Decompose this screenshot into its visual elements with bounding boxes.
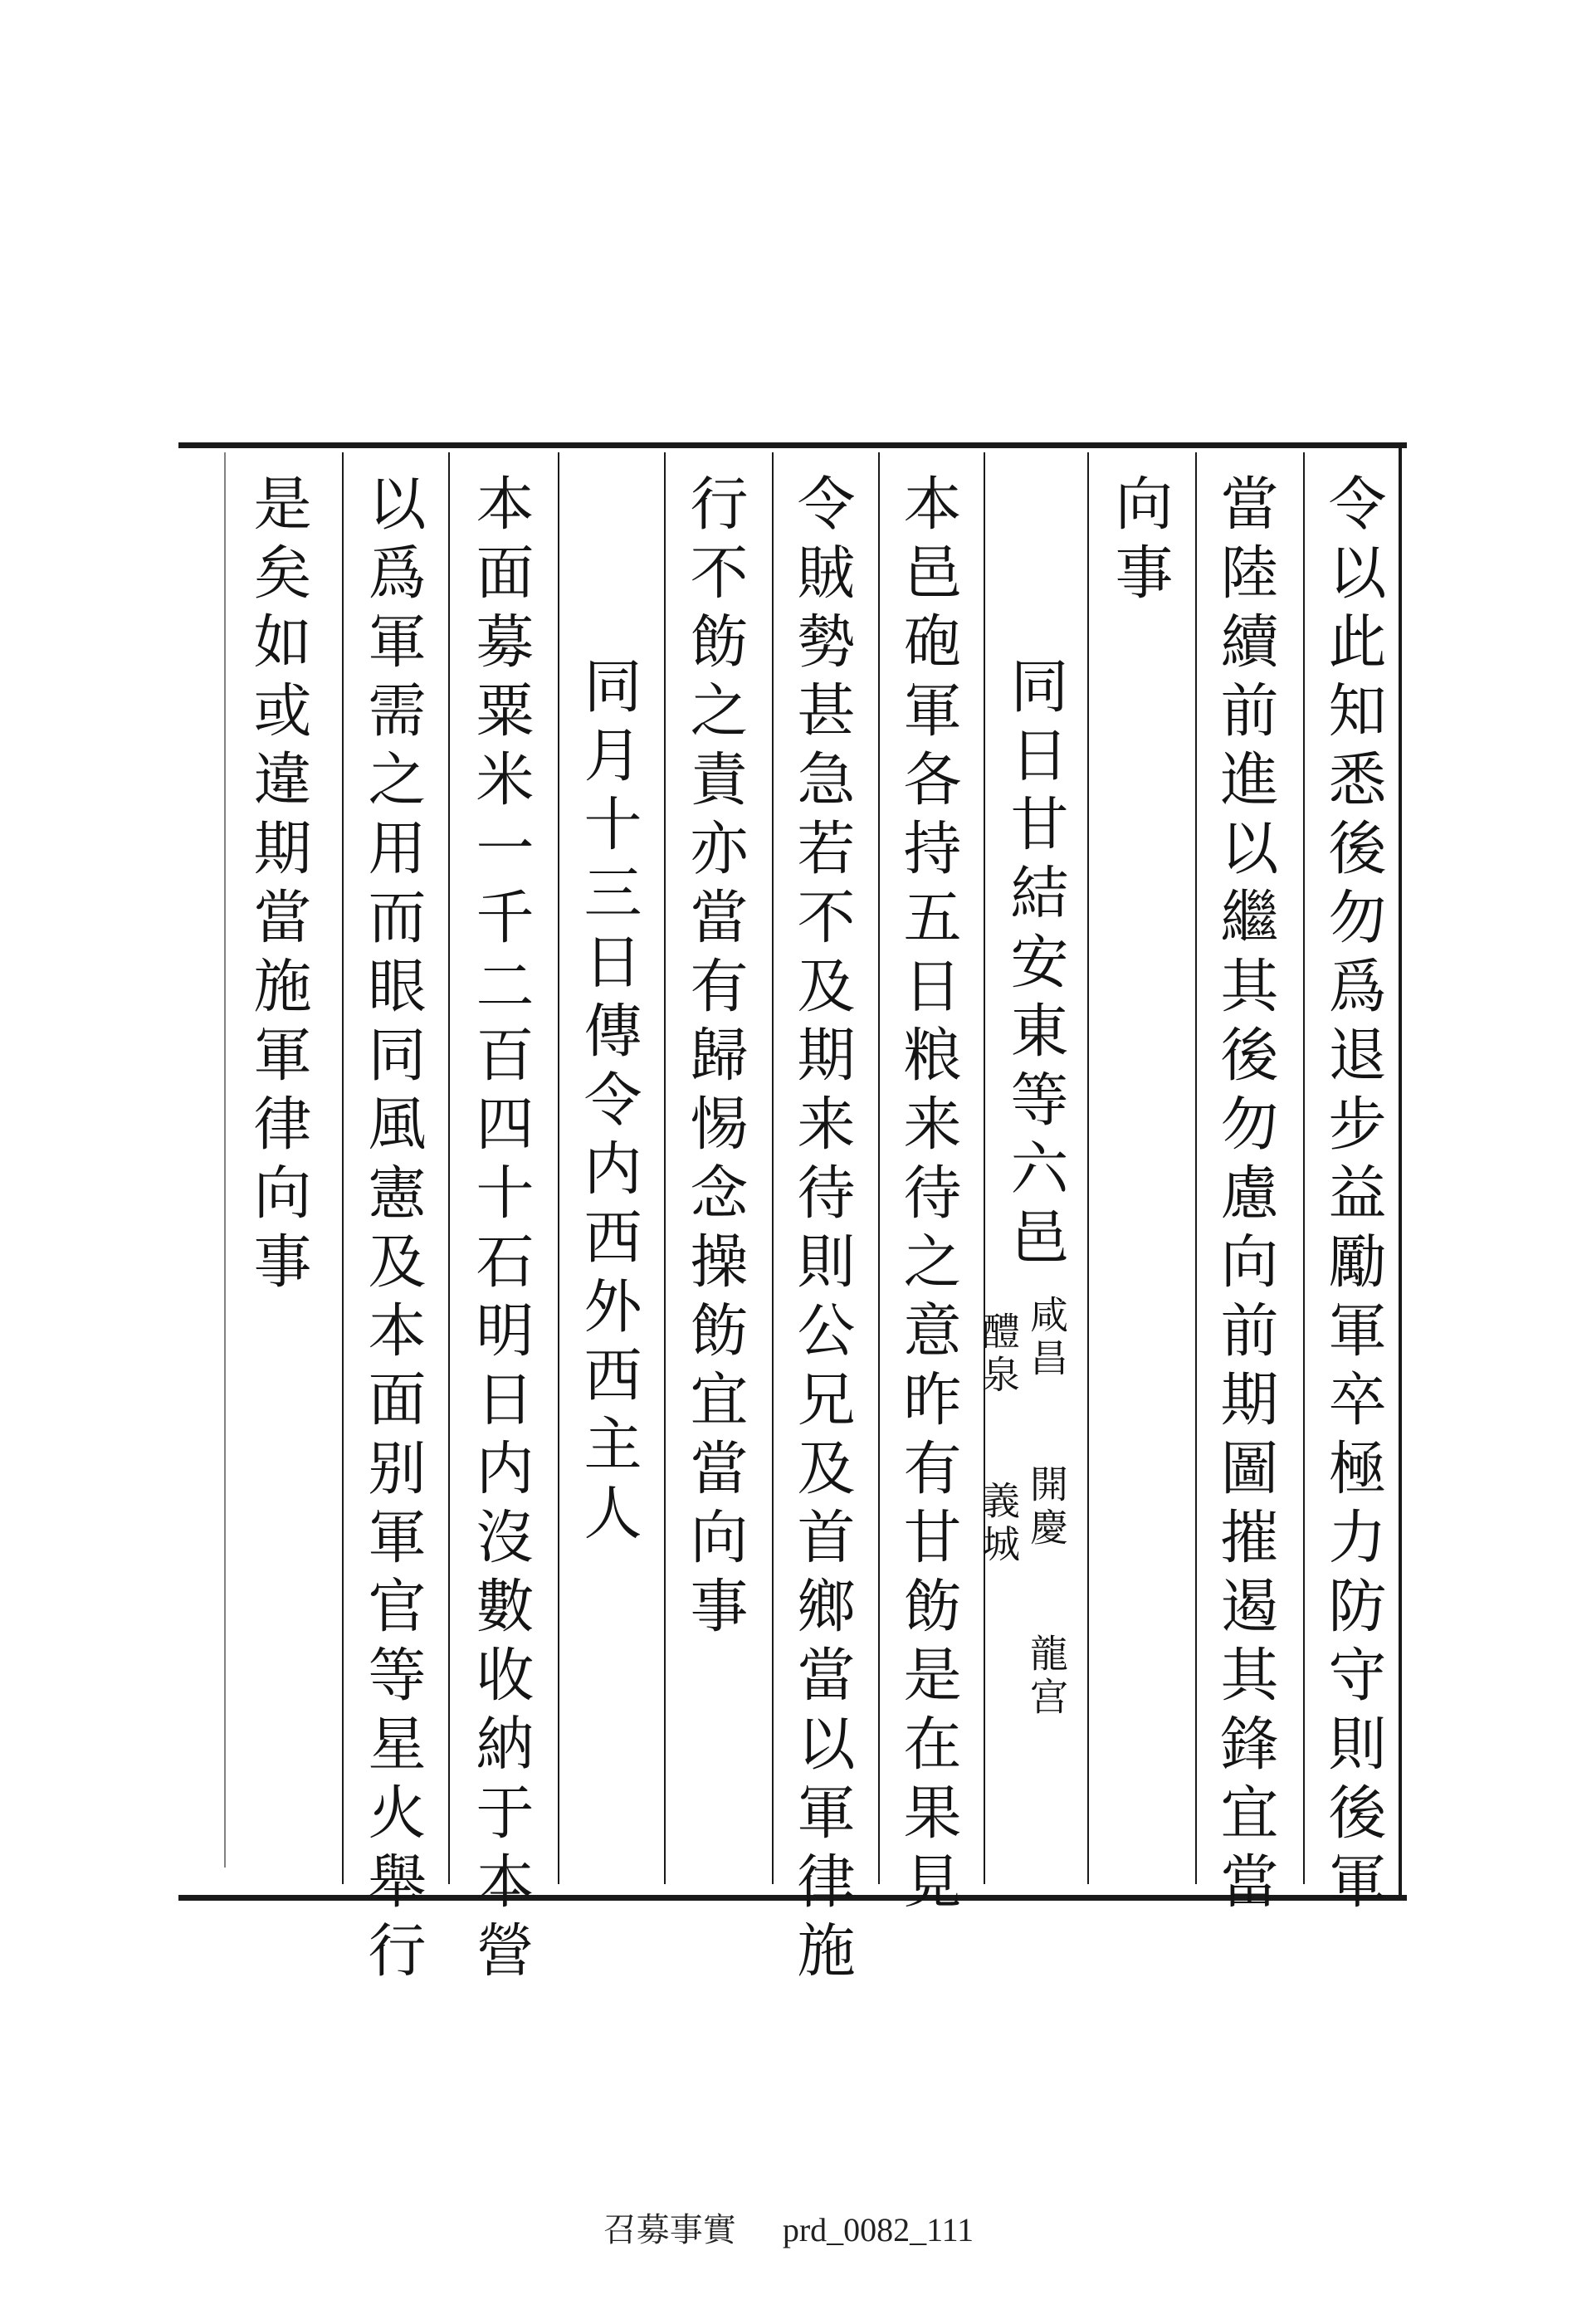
footer-title: 召募事實 [603,2211,736,2248]
text-column-10: 以爲軍需之用而眼同風憲及本面别軍官等星火舉行 [359,473,427,1989]
column-rule [558,452,559,1884]
column-rule [664,452,666,1884]
interlinear-note-left: 醴泉 義城 [976,1311,1021,1567]
frame-left-border [224,452,226,1868]
footer-code: prd_0082_111 [782,2211,974,2248]
page-footer [0,2204,1577,2251]
text-column-3: 向事 [1106,473,1174,611]
text-column-9: 本面募粟米一千二百四十石明日内沒數收納于本營 [466,473,535,1989]
text-column-11: 是矣如或違期當施軍律向事 [244,473,312,1300]
column-rule [772,452,774,1884]
column-rule [1303,452,1305,1884]
text-column-2: 當陸續前進以繼其後勿慮向前期圖摧遏其鋒宜當 [1211,473,1279,1920]
frame-top-border [178,442,1407,448]
text-column-7: 行不飭之責亦當有歸惕念操飭宜當向事 [681,473,749,1644]
column-rule [448,452,450,1884]
text-column-8: 同月十三日傳令内西外西主人 [574,656,642,1551]
column-rule [878,452,880,1884]
column-rule [1087,452,1089,1884]
column-rule [984,452,985,1884]
column-rule [342,452,344,1884]
text-column-6: 令賊勢甚急若不及期来待則公兄及首鄉當以軍律施 [788,473,856,1989]
frame-right-border [1399,442,1402,1899]
column-rule [1195,452,1197,1884]
text-column-4: 同日甘結安東等六邑 [1001,656,1069,1276]
text-column-5: 本邑砲軍各持五日粮来待之意昨有甘飭是在果見 [894,473,962,1920]
text-column-1: 令以此知悉後勿爲退步益勵軍卒極力防守則後軍 [1319,473,1387,1920]
interlinear-note-right: 咸昌 開慶 龍宫 [1024,1295,1069,1720]
